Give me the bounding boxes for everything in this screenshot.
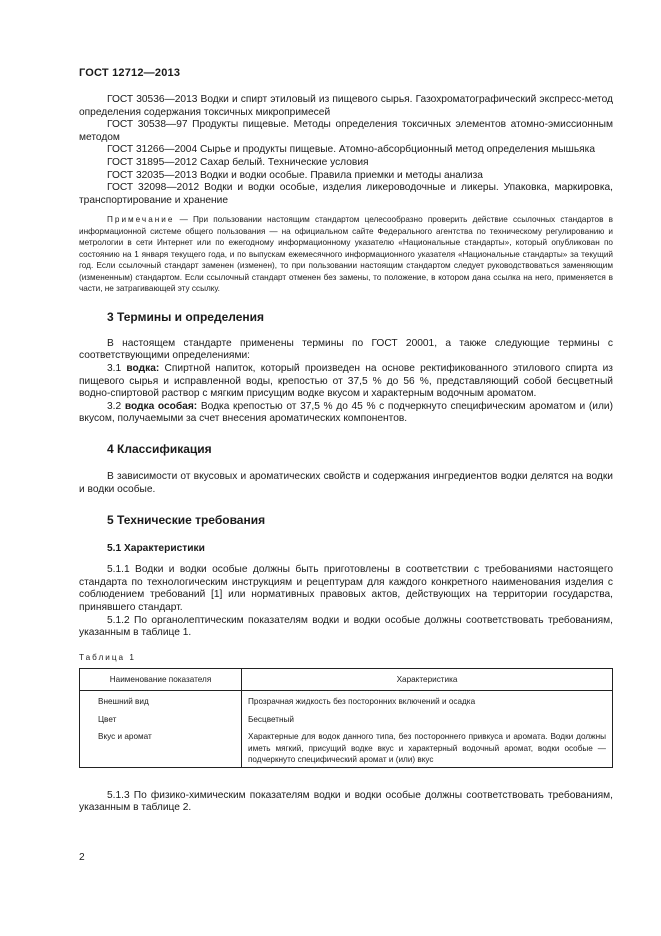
term-name: водка особая:	[124, 400, 198, 412]
section-5-title: 5 Технические требования	[107, 513, 266, 528]
reference-item: ГОСТ 32035—2013 Водки и водки особые. Правила приемки и методы анализа	[107, 169, 483, 181]
term-definition: Водка крепостью от 37,5 % до 45 % с подчеркнуто специфическим ароматом и (или) вкусом, получаемыми за счет внесения ароматических компонентов.	[79, 400, 613, 425]
reference-item: ГОСТ 30538—97 Продукты пищевые. Методы определения токсичных элементов атомно-эмиссионным методом	[79, 119, 613, 143]
reference-item: ГОСТ 31895—2012 Сахар белый. Технические условия	[107, 156, 369, 168]
term-number: 3.2	[107, 400, 125, 412]
term-3-2	[79, 401, 613, 426]
row-value: Характерные для водок данного типа, без постороннего привкуса и аромата. Водки должны иметь мягкий, присущий водке вкус и характерный водочный аромат, водки особые — подчеркнуто специфический аромат и (или) вкус	[242, 726, 613, 767]
term-3-1	[79, 363, 613, 401]
note-label: Примечание	[107, 215, 175, 225]
row-value: Бесцветный	[242, 709, 613, 727]
column-header-indicator: Наименование показателя	[80, 668, 242, 691]
paragraph-5-1-3: 5.1.3 По физико-химическим показателям водки и водки особые должны соответствовать требованиям, указанным в таблице 2.	[79, 789, 613, 814]
table-row	[80, 726, 613, 767]
table-1-caption: Таблица 1	[79, 652, 136, 662]
section-3-title: 3 Термины и определения	[107, 309, 265, 324]
paragraph-5-1-2: 5.1.2 По органолептическим показателям водки и водки особые должны соответствовать требованиям, указанным в таблице 1.	[79, 614, 613, 639]
row-value: Прозрачная жидкость без посторонних включений и осадка	[242, 691, 613, 709]
table-header-row	[80, 668, 613, 691]
note-text: — При пользовании настоящим стандартом целесообразно проверить действие ссылочных стандартов в информационной системе общего пользования — на официальном сайте Федерального агентства по техническому регулированию и метрологии в сети Интернет или по ежегодному информационному указателю «Национальные стандарты», который опубликован по состоянию на 1 января текущего года, и по выпускам ежемесячного информационного указателя «Национальные стандарты» за текущий год. Если ссылочный стандарт заменен (изменен), то при пользовании настоящим стандартом следует руководствоваться заменяющим (измененным) стандартом. Если ссылочный стандарт отменен без замены, то положение, в котором дана ссылка на него, применяется в части, не затрагивающей эту ссылку.	[79, 215, 613, 294]
table-1	[79, 668, 613, 768]
section-4-text: В зависимости от вкусовых и ароматических свойств и содержания ингредиентов водки делятся на водки и водки особые.	[79, 471, 613, 495]
section-4-title: 4 Классификация	[107, 442, 212, 456]
table-row	[80, 691, 613, 709]
reference-item: ГОСТ 31266—2004 Сырье и продукты пищевые. Атомно-абсорбционный метод определения мышьяка	[107, 144, 596, 156]
note-paragraph	[79, 214, 613, 295]
term-definition: Спиртной напиток, который произведен на основе ректификованного этилового спирта из пищевого сырья и исправленной воды, крепостью от 37,5 % до 56 %, представляющий собой бесцветный водно-спиртовой раствор с мягким присущим водке вкусом и характерным водочным ароматом.	[79, 363, 613, 400]
page-number: 2	[79, 852, 85, 863]
table-row	[80, 709, 613, 727]
term-name: водка:	[126, 363, 160, 375]
column-header-characteristic: Характеристика	[242, 668, 613, 691]
subsection-5-1-title: 5.1 Характеристики	[107, 543, 205, 555]
row-name: Вкус и аромат	[80, 726, 242, 767]
term-number: 3.1	[107, 363, 127, 375]
row-name: Цвет	[80, 709, 242, 727]
reference-item: ГОСТ 30536—2013 Водки и спирт этиловый из пищевого сырья. Газохроматографический экспресс-метод определения содержания токсичных микропримесей	[79, 94, 613, 118]
section-3-intro: В настоящем стандарте применены термины по ГОСТ 20001, а также следующие термины с соответствующими определениями:	[79, 337, 613, 362]
row-name: Внешний вид	[80, 691, 242, 709]
standard-header: ГОСТ 12712—2013	[79, 67, 181, 79]
reference-item: ГОСТ 32098—2012 Водки и водки особые, изделия ликероводочные и ликеры. Упаковка, маркировка, транспортирование и хранение	[79, 182, 613, 206]
document-body	[79, 94, 613, 815]
paragraph-5-1-1: 5.1.1 Водки и водки особые должны быть приготовлены в соответствии с требованиями настоящего стандарта по технологическим инструкциям и рецептурам для каждого конкретного наименования изделия с соблюдением требований [1] или нормативных правовых актов, действующих на территории государства, принявшего стандарт.	[79, 564, 613, 613]
